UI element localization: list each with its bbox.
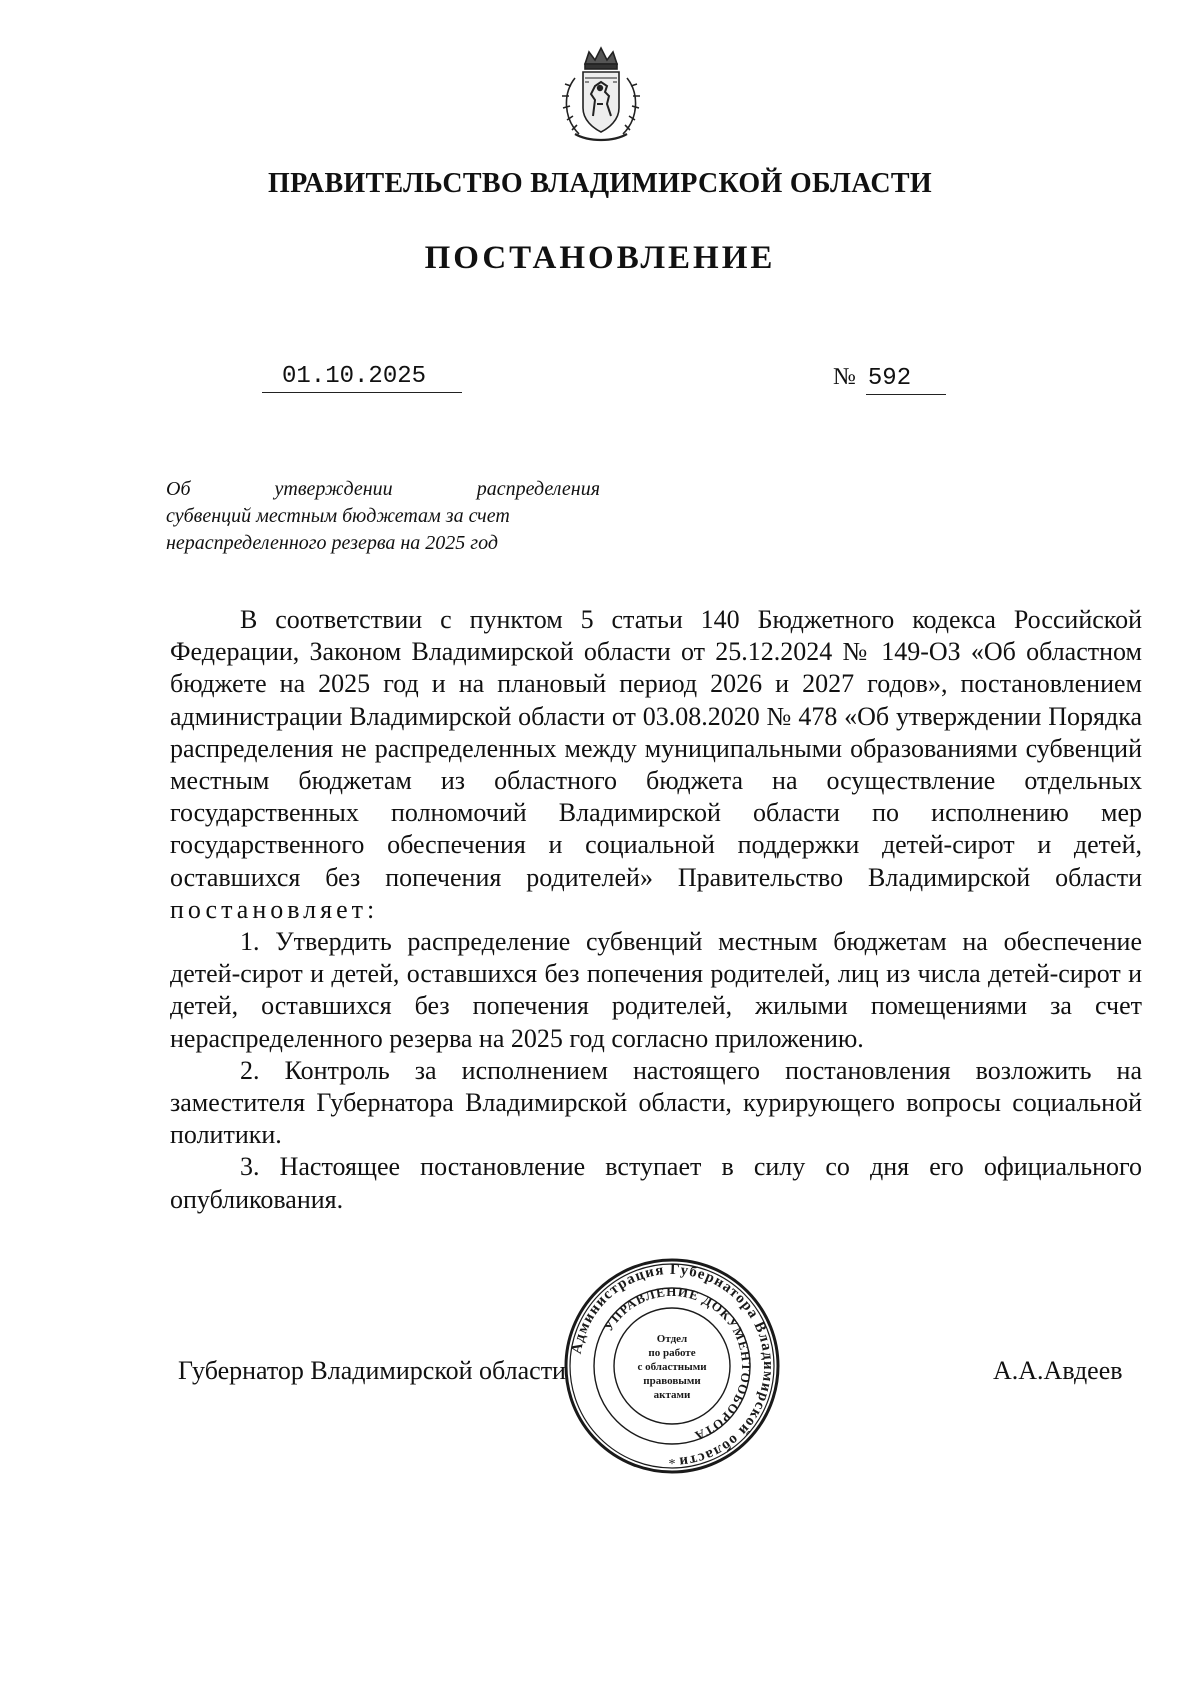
coat-of-arms-emblem — [545, 38, 657, 150]
subject-line-3: нераспределенного резерва на 2025 год — [166, 532, 498, 554]
preamble-paragraph — [170, 604, 1142, 926]
official-stamp — [562, 1256, 782, 1476]
item-2-paragraph: 2. Контроль за исполнением настоящего постановления возложить на заместителя Губернатора Владимирской области, курирующего вопросы социальной политики. — [170, 1055, 1142, 1150]
stamp-center-line: Отдел — [656, 1333, 688, 1345]
stamp-outer-text: Администрация Губернатора Владимирской области — [568, 1261, 777, 1470]
stamp-center-line: по работе — [648, 1347, 696, 1359]
stamp-center-line: правовыми — [643, 1375, 701, 1387]
subject-line-2: субвенций местным бюджетам за счет — [166, 505, 510, 527]
document-number-field — [833, 362, 946, 395]
preamble-text: В соответствии с пунктом 5 статьи 140 Бюджетного кодекса Российской Федерации, Законом Владимирской области от 25.12.2024 № 149-ОЗ «Об областном бюджете на 2025 год и на плановый период 2026 и 2027 годов», постановлением администрации Владимирской области от 03.08.2020 № 478 «Об утверждении Порядка распределения не распределенных между муниципальными образованиями субвенций местным бюджетам из областного бюджета на осуществление отдельных государственных полномочий Владимирской области по исполнению мер государственного обеспечения и социальной поддержки детей-сирот и детей, оставшихся без попечения родителей» Правительство Владимирской области — [170, 605, 1142, 892]
item-3-paragraph: 3. Настоящее постановление вступает в силу со дня его официального опубликования. — [170, 1152, 1142, 1214]
organization-title: ПРАВИТЕЛЬСТВО ВЛАДИМИРСКОЙ ОБЛАСТИ — [268, 168, 932, 199]
number-label: № — [833, 364, 856, 390]
document-subject — [166, 476, 600, 557]
stamp-center-line: с областными — [637, 1361, 707, 1373]
stamp-middle-text: УПРАВЛЕНИЕ ДОКУМЕНТООБОРОТА — [600, 1283, 755, 1445]
document-number: 592 — [866, 364, 946, 395]
subject-word: утверждении — [274, 478, 393, 500]
document-type-title: ПОСТАНОВЛЕНИЕ — [424, 240, 776, 276]
decree-word: постановляет: — [170, 894, 379, 924]
document-body — [170, 604, 1142, 1216]
stamp-center-line: актами — [653, 1389, 691, 1401]
signatory-position: Губернатор Владимирской области — [178, 1356, 566, 1385]
signatory-name: А.А.Авдеев — [993, 1356, 1123, 1385]
document-date: 01.10.2025 — [262, 362, 462, 393]
item-1-paragraph: 1. Утвердить распределение субвенций местным бюджетам на обеспечение детей-сирот и детей, оставшихся без попечения родителей, лиц из числа детей-сирот и детей, оставшихся без попечения родителей, жилыми помещениями за счет нераспределенного резерва на 2025 год согласно приложению. — [170, 927, 1142, 1053]
stamp-star: * — [668, 1457, 676, 1472]
subject-line-1 — [166, 476, 600, 503]
subject-word: Об — [166, 478, 191, 500]
subject-word: распределения — [476, 478, 601, 500]
